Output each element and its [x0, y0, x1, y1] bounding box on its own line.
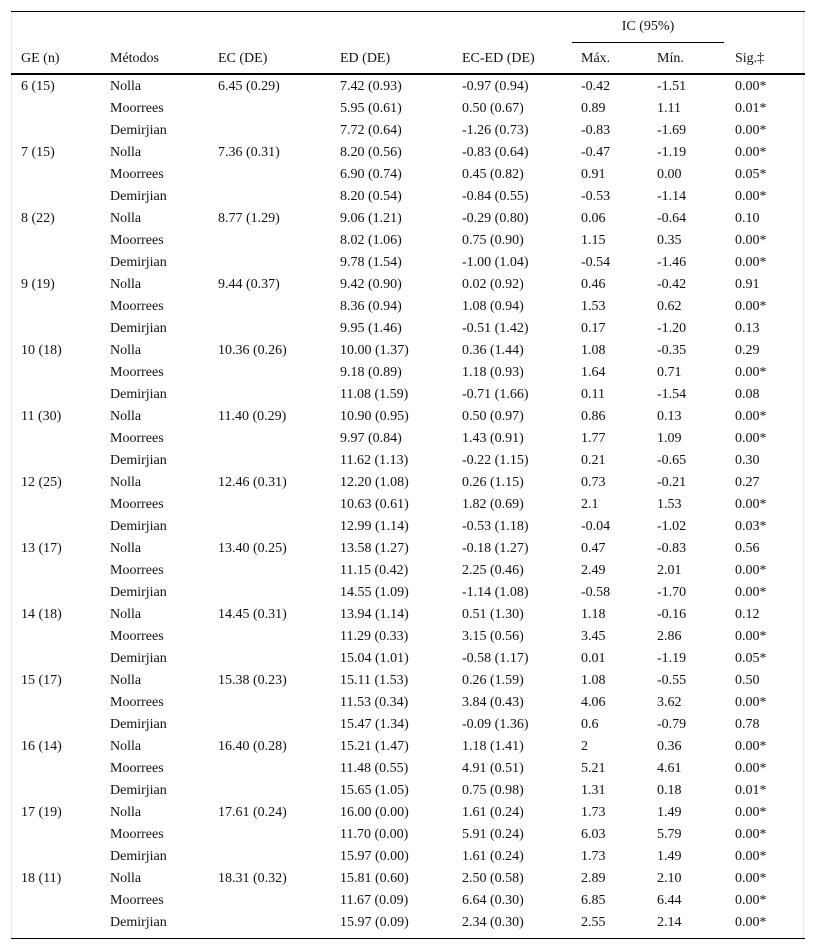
cell-metodo: Demirjian [110, 783, 167, 798]
cell-ec-ed: 0.36 (1.44) [462, 343, 524, 358]
cell-ge: 8 (22) [21, 211, 55, 226]
cell-ed: 14.55 (1.09) [340, 585, 409, 600]
cell-sig: 0.00* [735, 893, 767, 908]
cell-min: 2.01 [657, 563, 682, 578]
cell-metodo: Demirjian [110, 519, 167, 534]
cell-ec: 11.40 (0.29) [218, 409, 287, 424]
cell-max: -0.53 [581, 189, 611, 204]
cell-ec-ed: 5.91 (0.24) [462, 827, 524, 842]
cell-max: 2.49 [581, 563, 606, 578]
cell-ge: 17 (19) [21, 805, 62, 820]
cell-ed: 11.53 (0.34) [340, 695, 409, 710]
cell-min: -1.51 [657, 79, 687, 94]
cell-max: 2.89 [581, 871, 606, 886]
cell-metodo: Demirjian [110, 123, 167, 138]
cell-max: 0.17 [581, 321, 606, 336]
cell-ed: 15.97 (0.09) [340, 915, 409, 930]
cell-min: 0.35 [657, 233, 682, 248]
cell-ec-ed: 6.64 (0.30) [462, 893, 524, 908]
header-rule [11, 73, 805, 75]
cell-ed: 10.90 (0.95) [340, 409, 409, 424]
cell-ed: 11.08 (1.59) [340, 387, 409, 402]
top-rule [11, 11, 805, 12]
cell-ec-ed: 3.84 (0.43) [462, 695, 524, 710]
cell-sig: 0.00* [735, 739, 767, 754]
cell-sig: 0.78 [735, 717, 760, 732]
cell-min: 6.44 [657, 893, 682, 908]
cell-min: -0.21 [657, 475, 687, 490]
ic-group-header: IC (95%) [621, 19, 675, 34]
cell-min: -0.64 [657, 211, 687, 226]
cell-min: 3.62 [657, 695, 682, 710]
cell-metodo: Moorrees [110, 563, 164, 578]
cell-min: -1.69 [657, 123, 687, 138]
cell-min: 2.14 [657, 915, 682, 930]
cell-min: -0.55 [657, 673, 687, 688]
cell-min: -0.79 [657, 717, 687, 732]
cell-ec-ed: 0.51 (1.30) [462, 607, 524, 622]
cell-max: -0.83 [581, 123, 611, 138]
cell-metodo: Moorrees [110, 761, 164, 776]
cell-ec: 17.61 (0.24) [218, 805, 287, 820]
cell-sig: 0.03* [735, 519, 767, 534]
cell-min: 5.79 [657, 827, 682, 842]
cell-metodo: Demirjian [110, 915, 167, 930]
cell-metodo: Nolla [110, 145, 142, 160]
cell-max: 0.6 [581, 717, 599, 732]
cell-max: 1.53 [581, 299, 606, 314]
cell-sig: 0.56 [735, 541, 760, 556]
cell-max: 2.55 [581, 915, 606, 930]
cell-max: -0.04 [581, 519, 611, 534]
cell-sig: 0.00* [735, 145, 767, 160]
cell-ge: 7 (15) [21, 145, 55, 160]
cell-max: 0.86 [581, 409, 606, 424]
header-ec: EC (DE) [218, 51, 268, 66]
cell-ed: 15.47 (1.34) [340, 717, 409, 732]
cell-sig: 0.05* [735, 167, 767, 182]
cell-max: 1.18 [581, 607, 606, 622]
cell-sig: 0.13 [735, 321, 760, 336]
cell-min: -1.46 [657, 255, 687, 270]
cell-metodo: Moorrees [110, 629, 164, 644]
cell-ed: 15.21 (1.47) [340, 739, 409, 754]
cell-sig: 0.00* [735, 365, 767, 380]
header-max: Máx. [581, 51, 611, 66]
cell-max: 0.11 [581, 387, 605, 402]
cell-min: -1.02 [657, 519, 687, 534]
cell-sig: 0.00* [735, 299, 767, 314]
cell-max: 3.45 [581, 629, 606, 644]
cell-metodo: Nolla [110, 79, 142, 94]
cell-ed: 9.97 (0.84) [340, 431, 402, 446]
cell-ec-ed: 0.50 (0.97) [462, 409, 524, 424]
cell-ed: 9.95 (1.46) [340, 321, 402, 336]
cell-min: -1.20 [657, 321, 687, 336]
cell-max: 0.73 [581, 475, 606, 490]
cell-metodo: Moorrees [110, 497, 164, 512]
cell-max: -0.42 [581, 79, 611, 94]
cell-sig: 0.91 [735, 277, 760, 292]
cell-metodo: Moorrees [110, 827, 164, 842]
cell-metodo: Nolla [110, 409, 142, 424]
cell-sig: 0.00* [735, 827, 767, 842]
cell-sig: 0.01* [735, 783, 767, 798]
cell-max: 0.47 [581, 541, 606, 556]
cell-ec-ed: -0.71 (1.66) [462, 387, 529, 402]
cell-sig: 0.00* [735, 409, 767, 424]
cell-sig: 0.00* [735, 233, 767, 248]
cell-ec: 7.36 (0.31) [218, 145, 280, 160]
cell-ec-ed: 1.61 (0.24) [462, 805, 524, 820]
cell-metodo: Nolla [110, 673, 142, 688]
cell-sig: 0.00* [735, 585, 767, 600]
cell-min: 0.00 [657, 167, 682, 182]
header-ed: ED (DE) [340, 51, 391, 66]
cell-metodo: Moorrees [110, 893, 164, 908]
cell-sig: 0.30 [735, 453, 760, 468]
cell-ge: 14 (18) [21, 607, 62, 622]
cell-min: -1.19 [657, 145, 687, 160]
cell-metodo: Nolla [110, 541, 142, 556]
cell-metodo: Nolla [110, 475, 142, 490]
cell-sig: 0.00* [735, 805, 767, 820]
cell-max: 6.85 [581, 893, 606, 908]
cell-min: 1.53 [657, 497, 682, 512]
cell-ed: 16.00 (0.00) [340, 805, 409, 820]
cell-max: 2 [581, 739, 588, 754]
cell-max: 1.77 [581, 431, 606, 446]
cell-max: 0.06 [581, 211, 606, 226]
cell-min: 1.49 [657, 805, 682, 820]
cell-max: 1.08 [581, 673, 606, 688]
cell-ed: 11.48 (0.55) [340, 761, 409, 776]
cell-ec-ed: 4.91 (0.51) [462, 761, 524, 776]
cell-ec-ed: 0.02 (0.92) [462, 277, 524, 292]
cell-ed: 6.90 (0.74) [340, 167, 402, 182]
cell-sig: 0.00* [735, 255, 767, 270]
cell-ec: 16.40 (0.28) [218, 739, 287, 754]
cell-max: 0.46 [581, 277, 606, 292]
cell-sig: 0.00* [735, 915, 767, 930]
cell-min: 1.11 [657, 101, 681, 116]
cell-sig: 0.00* [735, 79, 767, 94]
cell-ge: 11 (30) [21, 409, 62, 424]
cell-sig: 0.10 [735, 211, 760, 226]
cell-ec-ed: 0.75 (0.90) [462, 233, 524, 248]
cell-min: -1.19 [657, 651, 687, 666]
cell-ec: 15.38 (0.23) [218, 673, 287, 688]
cell-min: -0.65 [657, 453, 687, 468]
cell-metodo: Demirjian [110, 321, 167, 336]
cell-ec-ed: 3.15 (0.56) [462, 629, 524, 644]
cell-metodo: Moorrees [110, 695, 164, 710]
cell-ge: 13 (17) [21, 541, 62, 556]
cell-ge: 15 (17) [21, 673, 62, 688]
cell-ec-ed: -0.53 (1.18) [462, 519, 529, 534]
cell-sig: 0.27 [735, 475, 760, 490]
cell-sig: 0.12 [735, 607, 760, 622]
cell-min: 2.86 [657, 629, 682, 644]
cell-sig: 0.05* [735, 651, 767, 666]
cell-ec-ed: 1.82 (0.69) [462, 497, 524, 512]
header-sig: Sig.‡ [735, 51, 765, 66]
cell-max: 1.31 [581, 783, 606, 798]
cell-sig: 0.00* [735, 849, 767, 864]
cell-ge: 18 (11) [21, 871, 62, 886]
cell-ge: 6 (15) [21, 79, 55, 94]
cell-ec: 6.45 (0.29) [218, 79, 280, 94]
cell-ec-ed: -0.18 (1.27) [462, 541, 529, 556]
cell-metodo: Nolla [110, 805, 142, 820]
cell-metodo: Demirjian [110, 585, 167, 600]
cell-ed: 15.04 (1.01) [340, 651, 409, 666]
cell-ec: 9.44 (0.37) [218, 277, 280, 292]
cell-ge: 10 (18) [21, 343, 62, 358]
cell-ed: 5.95 (0.61) [340, 101, 402, 116]
cell-metodo: Moorrees [110, 299, 164, 314]
cell-ec-ed: 0.45 (0.82) [462, 167, 524, 182]
cell-ed: 11.62 (1.13) [340, 453, 409, 468]
cell-min: 0.18 [657, 783, 682, 798]
cell-ge: 12 (25) [21, 475, 62, 490]
cell-ec: 14.45 (0.31) [218, 607, 287, 622]
cell-ec-ed: -0.83 (0.64) [462, 145, 529, 160]
cell-ec-ed: -0.09 (1.36) [462, 717, 529, 732]
cell-ed: 9.78 (1.54) [340, 255, 402, 270]
cell-metodo: Demirjian [110, 849, 167, 864]
cell-ed: 15.97 (0.00) [340, 849, 409, 864]
cell-max: 0.21 [581, 453, 606, 468]
cell-sig: 0.00* [735, 431, 767, 446]
cell-ed: 15.65 (1.05) [340, 783, 409, 798]
cell-min: 0.13 [657, 409, 682, 424]
cell-ed: 8.36 (0.94) [340, 299, 402, 314]
cell-ed: 8.20 (0.54) [340, 189, 402, 204]
cell-max: 5.21 [581, 761, 606, 776]
cell-max: -0.54 [581, 255, 611, 270]
cell-metodo: Demirjian [110, 255, 167, 270]
cell-metodo: Nolla [110, 211, 142, 226]
cell-sig: 0.00* [735, 123, 767, 138]
cell-metodo: Demirjian [110, 453, 167, 468]
cell-sig: 0.00* [735, 189, 767, 204]
cell-max: -0.47 [581, 145, 611, 160]
bottom-rule [11, 938, 805, 939]
cell-ed: 13.58 (1.27) [340, 541, 409, 556]
cell-ec-ed: 2.34 (0.30) [462, 915, 524, 930]
cell-ge: 16 (14) [21, 739, 62, 754]
cell-min: 1.49 [657, 849, 682, 864]
cell-ec-ed: 0.50 (0.67) [462, 101, 524, 116]
cell-sig: 0.00* [735, 497, 767, 512]
cell-min: 4.61 [657, 761, 682, 776]
cell-max: -0.58 [581, 585, 611, 600]
header-metodos: Métodos [110, 51, 159, 66]
cell-metodo: Demirjian [110, 189, 167, 204]
cell-ec-ed: 0.26 (1.59) [462, 673, 524, 688]
cell-ed: 8.20 (0.56) [340, 145, 402, 160]
header-min: Mín. [657, 51, 684, 66]
cell-ec-ed: 0.75 (0.98) [462, 783, 524, 798]
cell-ec-ed: 1.18 (1.41) [462, 739, 524, 754]
cell-max: 4.06 [581, 695, 606, 710]
cell-metodo: Moorrees [110, 233, 164, 248]
cell-max: 0.01 [581, 651, 606, 666]
cell-ed: 8.02 (1.06) [340, 233, 402, 248]
cell-ec-ed: -0.22 (1.15) [462, 453, 529, 468]
cell-ed: 11.67 (0.09) [340, 893, 409, 908]
cell-sig: 0.00* [735, 871, 767, 886]
ic-group-rule [572, 42, 724, 43]
cell-ec-ed: 0.26 (1.15) [462, 475, 524, 490]
cell-ed: 15.11 (1.53) [340, 673, 409, 688]
cell-min: -1.54 [657, 387, 687, 402]
cell-ec-ed: 2.25 (0.46) [462, 563, 524, 578]
cell-sig: 0.01* [735, 101, 767, 116]
cell-max: 1.64 [581, 365, 606, 380]
cell-metodo: Moorrees [110, 101, 164, 116]
cell-ed: 11.29 (0.33) [340, 629, 409, 644]
cell-min: -0.16 [657, 607, 687, 622]
cell-sig: 0.00* [735, 695, 767, 710]
cell-ed: 12.20 (1.08) [340, 475, 409, 490]
cell-ed: 9.06 (1.21) [340, 211, 402, 226]
cell-max: 1.73 [581, 849, 606, 864]
cell-ed: 11.70 (0.00) [340, 827, 409, 842]
cell-metodo: Nolla [110, 607, 142, 622]
cell-max: 1.15 [581, 233, 606, 248]
cell-max: 0.91 [581, 167, 606, 182]
cell-ec-ed: -0.51 (1.42) [462, 321, 529, 336]
cell-sig: 0.29 [735, 343, 760, 358]
cell-ed: 7.72 (0.64) [340, 123, 402, 138]
cell-ec: 10.36 (0.26) [218, 343, 287, 358]
cell-ec: 12.46 (0.31) [218, 475, 287, 490]
cell-ec: 13.40 (0.25) [218, 541, 287, 556]
cell-ec-ed: -0.58 (1.17) [462, 651, 529, 666]
cell-max: 1.73 [581, 805, 606, 820]
cell-ed: 9.42 (0.90) [340, 277, 402, 292]
header-ec-ed: EC-ED (DE) [462, 51, 535, 66]
cell-ed: 10.00 (1.37) [340, 343, 409, 358]
cell-metodo: Demirjian [110, 387, 167, 402]
cell-ec: 18.31 (0.32) [218, 871, 287, 886]
cell-min: 0.71 [657, 365, 682, 380]
cell-metodo: Nolla [110, 277, 142, 292]
cell-metodo: Nolla [110, 871, 142, 886]
cell-min: -0.35 [657, 343, 687, 358]
cell-max: 2.1 [581, 497, 599, 512]
cell-ec-ed: 1.08 (0.94) [462, 299, 524, 314]
cell-min: -1.70 [657, 585, 687, 600]
cell-min: 1.09 [657, 431, 682, 446]
cell-ed: 15.81 (0.60) [340, 871, 409, 886]
cell-metodo: Nolla [110, 739, 142, 754]
cell-ec-ed: 1.18 (0.93) [462, 365, 524, 380]
header-ge: GE (n) [21, 51, 60, 66]
cell-min: -0.83 [657, 541, 687, 556]
cell-sig: 0.00* [735, 629, 767, 644]
cell-min: -0.42 [657, 277, 687, 292]
cell-ec-ed: 1.43 (0.91) [462, 431, 524, 446]
cell-max: 0.89 [581, 101, 606, 116]
cell-metodo: Moorrees [110, 431, 164, 446]
cell-metodo: Moorrees [110, 167, 164, 182]
cell-ec-ed: 1.61 (0.24) [462, 849, 524, 864]
cell-ec-ed: -1.00 (1.04) [462, 255, 529, 270]
cell-ec-ed: 2.50 (0.58) [462, 871, 524, 886]
cell-sig: 0.08 [735, 387, 760, 402]
cell-sig: 0.50 [735, 673, 760, 688]
cell-ge: 9 (19) [21, 277, 55, 292]
cell-ec-ed: -1.26 (0.73) [462, 123, 529, 138]
cell-ed: 11.15 (0.42) [340, 563, 409, 578]
cell-max: 6.03 [581, 827, 606, 842]
cell-ed: 13.94 (1.14) [340, 607, 409, 622]
cell-ec-ed: -0.97 (0.94) [462, 79, 529, 94]
cell-ed: 10.63 (0.61) [340, 497, 409, 512]
cell-ec-ed: -0.29 (0.80) [462, 211, 529, 226]
cell-min: 0.62 [657, 299, 682, 314]
cell-ed: 12.99 (1.14) [340, 519, 409, 534]
cell-min: -1.14 [657, 189, 687, 204]
cell-min: 0.36 [657, 739, 682, 754]
cell-ec-ed: -0.84 (0.55) [462, 189, 529, 204]
cell-ec: 8.77 (1.29) [218, 211, 280, 226]
cell-ed: 9.18 (0.89) [340, 365, 402, 380]
cell-ec-ed: -1.14 (1.08) [462, 585, 529, 600]
cell-metodo: Nolla [110, 343, 142, 358]
cell-sig: 0.00* [735, 761, 767, 776]
cell-metodo: Demirjian [110, 651, 167, 666]
cell-sig: 0.00* [735, 563, 767, 578]
cell-ed: 7.42 (0.93) [340, 79, 402, 94]
cell-metodo: Moorrees [110, 365, 164, 380]
cell-metodo: Demirjian [110, 717, 167, 732]
cell-max: 1.08 [581, 343, 606, 358]
cell-min: 2.10 [657, 871, 682, 886]
